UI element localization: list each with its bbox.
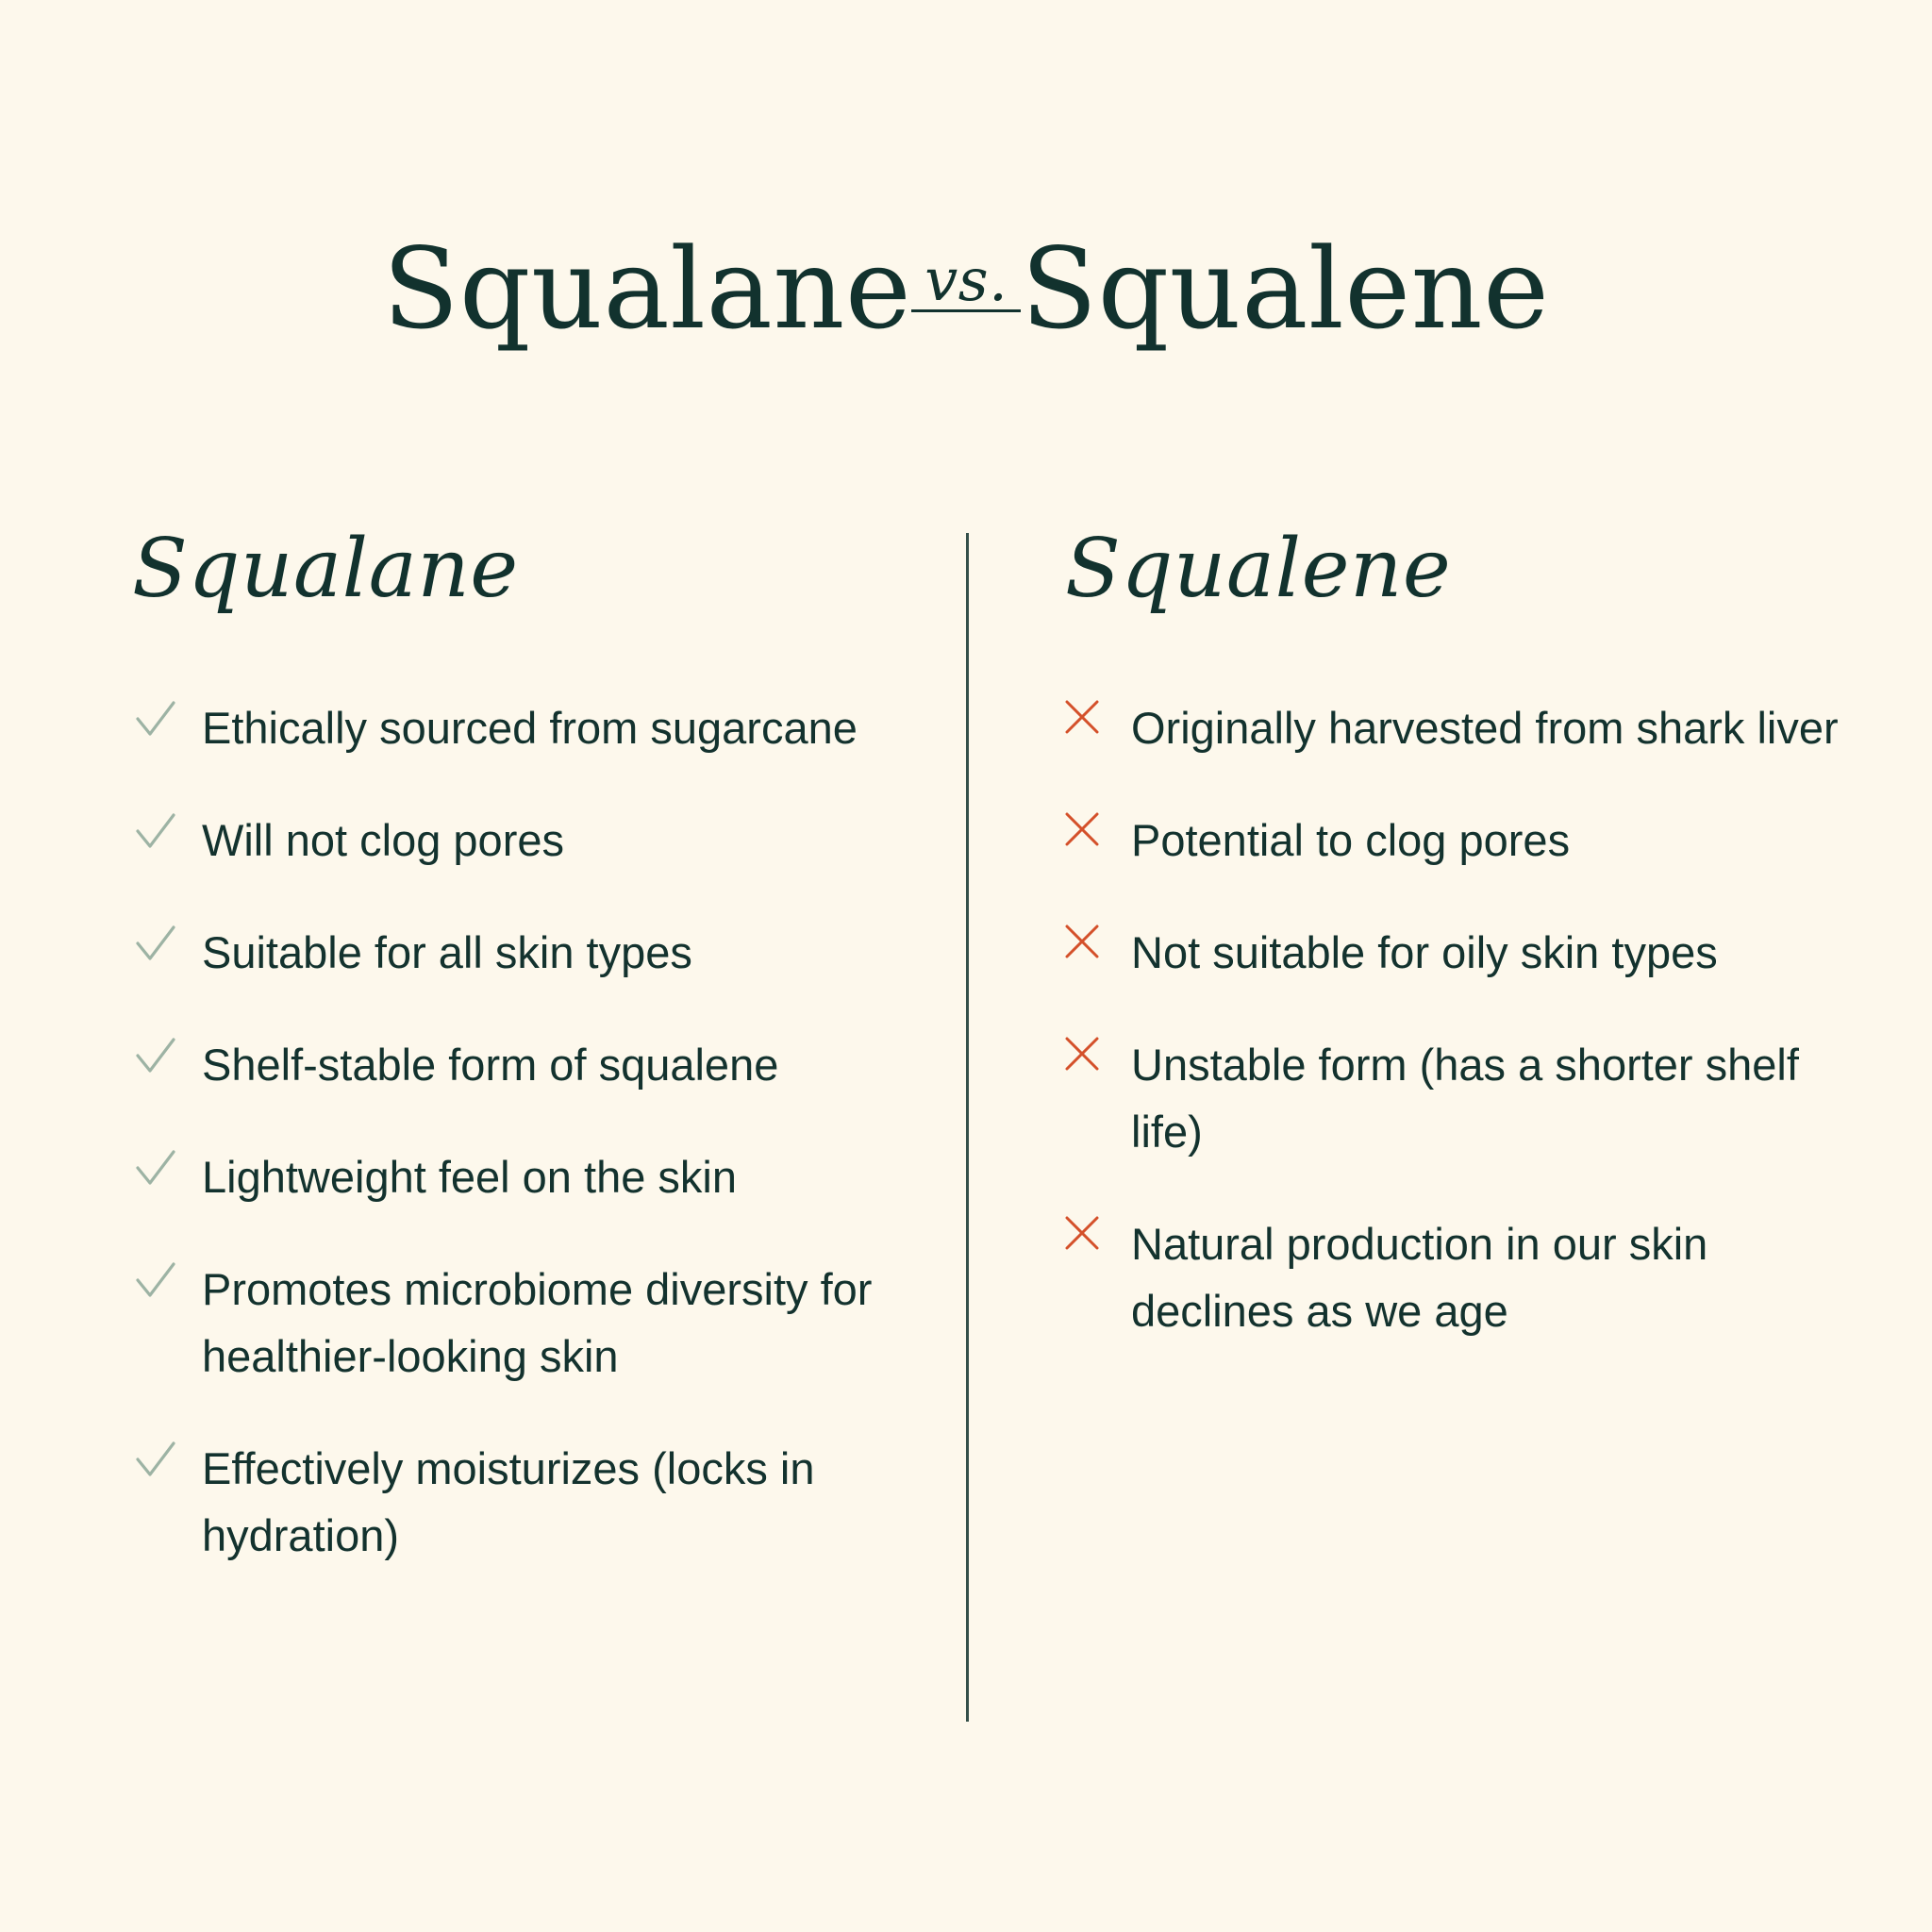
- cross-icon: [1061, 1210, 1131, 1254]
- list-item-text: Not suitable for oily skin types: [1131, 927, 1718, 977]
- list-item: [132, 1143, 910, 1210]
- check-icon: [132, 1256, 202, 1305]
- check-icon: [132, 1031, 202, 1080]
- list-item: [1061, 694, 1866, 761]
- list-item: [1061, 1031, 1866, 1165]
- check-icon: [132, 694, 202, 743]
- drawback-list-squalene: [1061, 694, 1866, 1344]
- cross-icon: [1061, 807, 1131, 850]
- list-item-text: Promotes microbiome diversity for healthier-looking skin: [202, 1264, 873, 1381]
- list-item-text: Ethically sourced from sugarcane: [202, 703, 858, 753]
- column-heading-squalene: Squalene: [1065, 522, 1452, 616]
- check-icon: [132, 807, 202, 856]
- title-right-word: Squalene: [1021, 224, 1550, 354]
- cross-icon: [1061, 919, 1131, 962]
- list-item: [1061, 807, 1866, 874]
- list-item-text: Lightweight feel on the skin: [202, 1152, 737, 1202]
- list-item-text: Unstable form (has a shorter shelf life): [1131, 1040, 1799, 1157]
- check-icon: [132, 1435, 202, 1484]
- list-item-text: Potential to clog pores: [1131, 815, 1571, 865]
- column-heading-squalane: Squalane: [132, 522, 519, 616]
- list-item: [132, 694, 910, 761]
- columns-container: [0, 522, 1932, 1614]
- title-left-word: Squalane: [382, 224, 912, 354]
- page-title: [0, 224, 1932, 354]
- list-item-text: Shelf-stable form of squalene: [202, 1040, 779, 1090]
- column-squalane: [0, 522, 967, 1614]
- list-item: [132, 1031, 910, 1098]
- list-item: [132, 1256, 910, 1390]
- list-item-text: Originally harvested from shark liver: [1131, 703, 1839, 753]
- list-item: [1061, 1210, 1866, 1344]
- list-item: [132, 1435, 910, 1569]
- column-squalene: [967, 522, 1932, 1390]
- list-item-text: Natural production in our skin declines as we age: [1131, 1219, 1708, 1336]
- check-icon: [132, 919, 202, 968]
- list-item: [132, 919, 910, 986]
- benefit-list-squalane: [132, 694, 910, 1569]
- list-item-text: Suitable for all skin types: [202, 927, 692, 977]
- list-item-text: Effectively moisturizes (locks in hydration): [202, 1443, 815, 1560]
- list-item: [1061, 919, 1866, 986]
- title-vs: vs.: [911, 251, 1021, 312]
- list-item: [132, 807, 910, 874]
- list-item-text: Will not clog pores: [202, 815, 564, 865]
- check-icon: [132, 1143, 202, 1192]
- cross-icon: [1061, 694, 1131, 738]
- cross-icon: [1061, 1031, 1131, 1074]
